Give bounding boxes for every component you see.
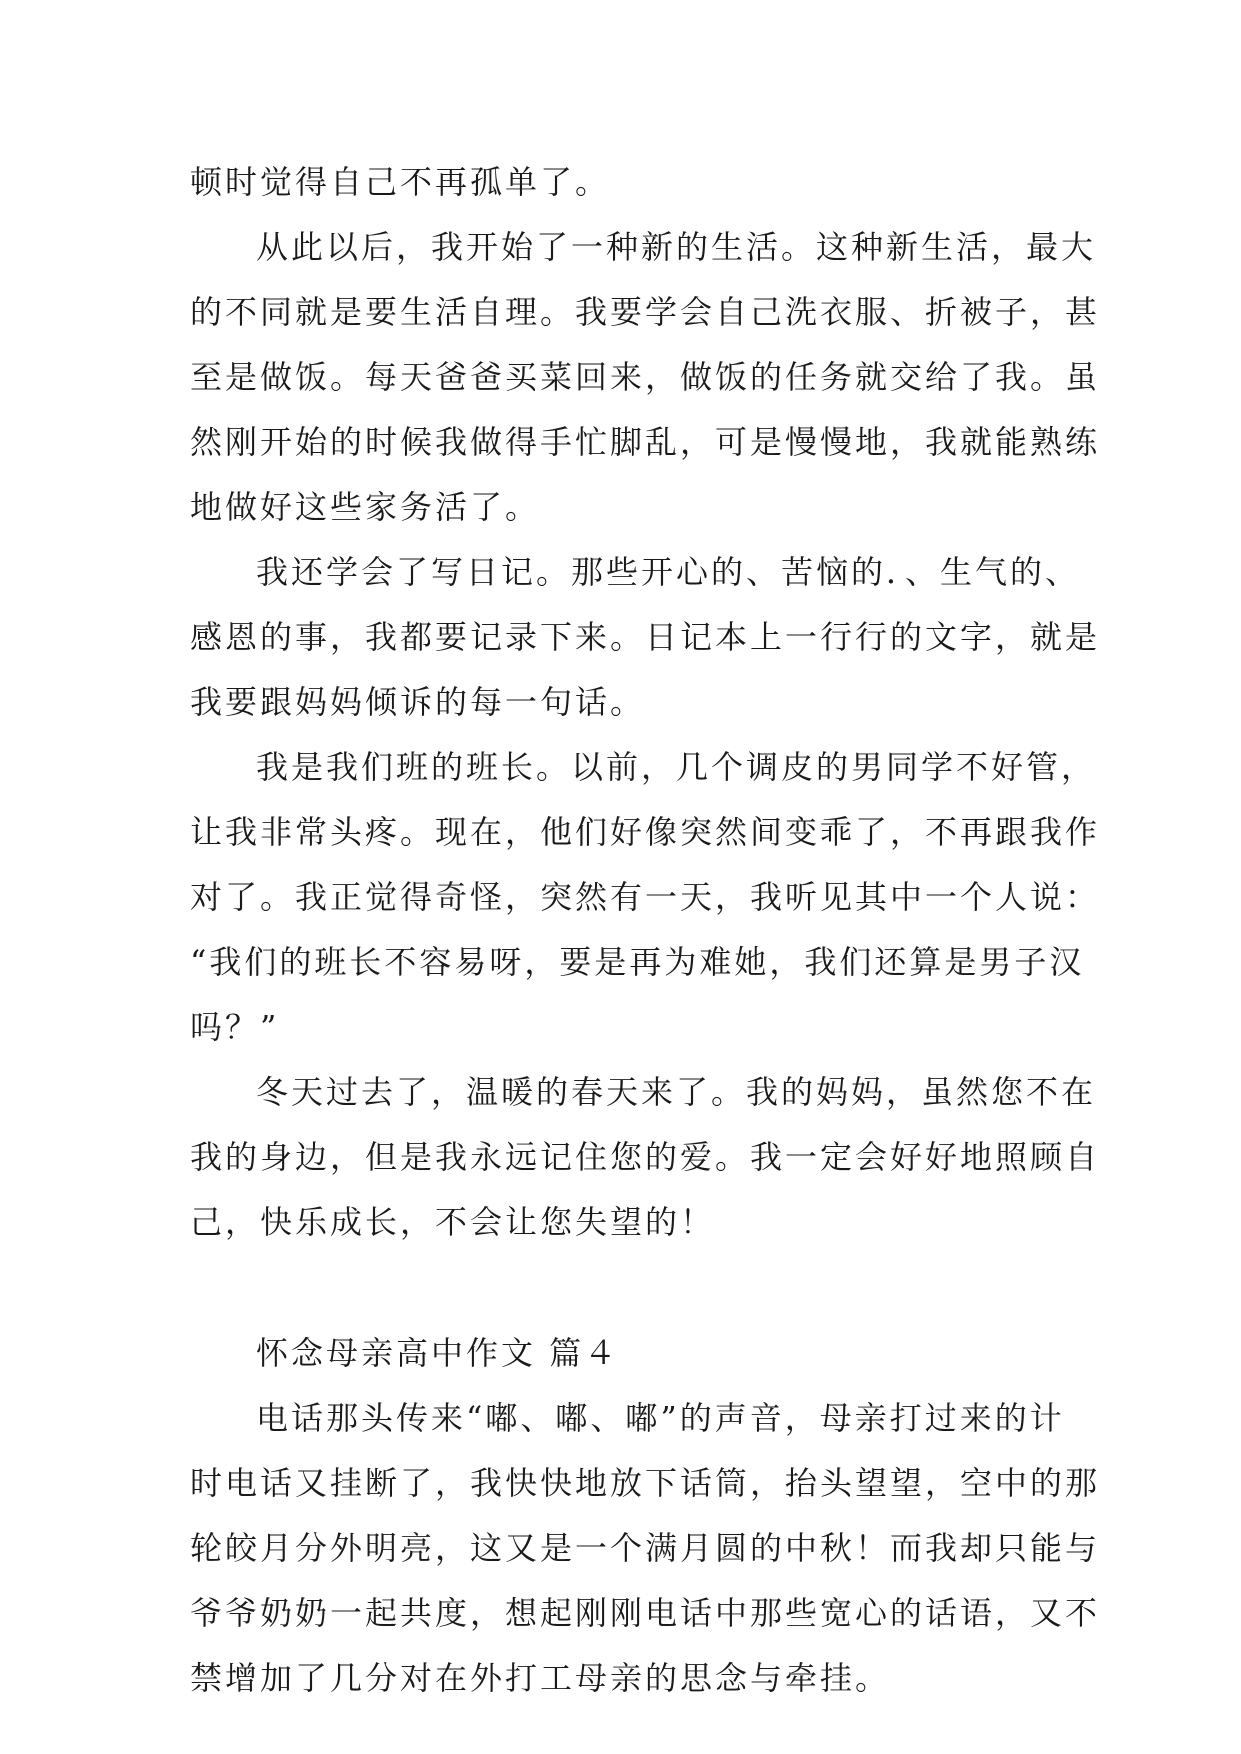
paragraph-line: 的不同就是要生活自理。我要学会自己洗衣服、折被子，甚 [190, 293, 1101, 331]
paragraph-line: 对了。我正觉得奇怪，突然有一天，我听见其中一个人说： [190, 878, 1101, 916]
document-page [190, 150, 1101, 1711]
paragraph-line: 感恩的事，我都要记录下来。日记本上一行行的文字，就是 [190, 618, 1101, 656]
paragraph-line: 地做好这些家务活了。 [190, 488, 541, 526]
paragraph-line: 吗？” [190, 1008, 280, 1046]
paragraph-line: 轮皎月分外明亮，这又是一个满月圆的中秋！而我却只能与 [190, 1529, 1101, 1567]
paragraph-line: 时电话又挂断了，我快快地放下话筒，抬头望望，空中的那 [190, 1464, 1101, 1502]
paragraph-line: 我的身边，但是我永远记住您的爱。我一定会好好地照顾自 [190, 1138, 1101, 1176]
paragraph [190, 215, 1101, 540]
paragraph-line: 己，快乐成长，不会让您失望的！ [190, 1203, 716, 1241]
paragraph-line: 禁增加了几分对在外打工母亲的思念与牵挂。 [190, 1659, 891, 1697]
paragraph-line: 我还学会了写日记。那些开心的、苦恼的．、生气的、 [256, 553, 1081, 591]
paragraph-line: 让我非常头疼。现在，他们好像突然间变乖了，不再跟我作 [190, 813, 1101, 851]
paragraph [190, 735, 1101, 1060]
paragraph-line: 顿时觉得自己不再孤单了。 [190, 163, 611, 201]
paragraph-line: 然刚开始的时候我做得手忙脚乱，可是慢慢地，我就能熟练 [190, 423, 1101, 461]
paragraph-spacer [190, 1255, 1060, 1321]
paragraph-line: 我是我们班的班长。以前，几个调皮的男同学不好管， [256, 748, 1097, 786]
paragraph-line: 冬天过去了，温暖的春天来了。我的妈妈，虽然您不在 [256, 1073, 1097, 1111]
paragraph-line: 从此以后，我开始了一种新的生活。这种新生活，最大 [256, 228, 1097, 266]
paragraph-line: 电话那头传来“嘟、嘟、嘟”的声音，母亲打过来的计 [256, 1399, 1065, 1437]
paragraph [190, 1386, 1101, 1711]
paragraph [190, 540, 1101, 735]
paragraph-line: 至是做饭。每天爸爸买菜回来，做饭的任务就交给了我。虽 [190, 358, 1101, 396]
paragraph-line: 爷爷奶奶一起共度，想起刚刚电话中那些宽心的话语，又不 [190, 1594, 1101, 1632]
section-title: 怀念母亲高中作文 篇４ [256, 1334, 620, 1372]
paragraph-line: “我们的班长不容易呀，要是再为难她，我们还算是男子汉 [190, 943, 1085, 981]
paragraph-line: 我要跟妈妈倾诉的每一句话。 [190, 683, 646, 721]
paragraph [190, 1060, 1101, 1255]
